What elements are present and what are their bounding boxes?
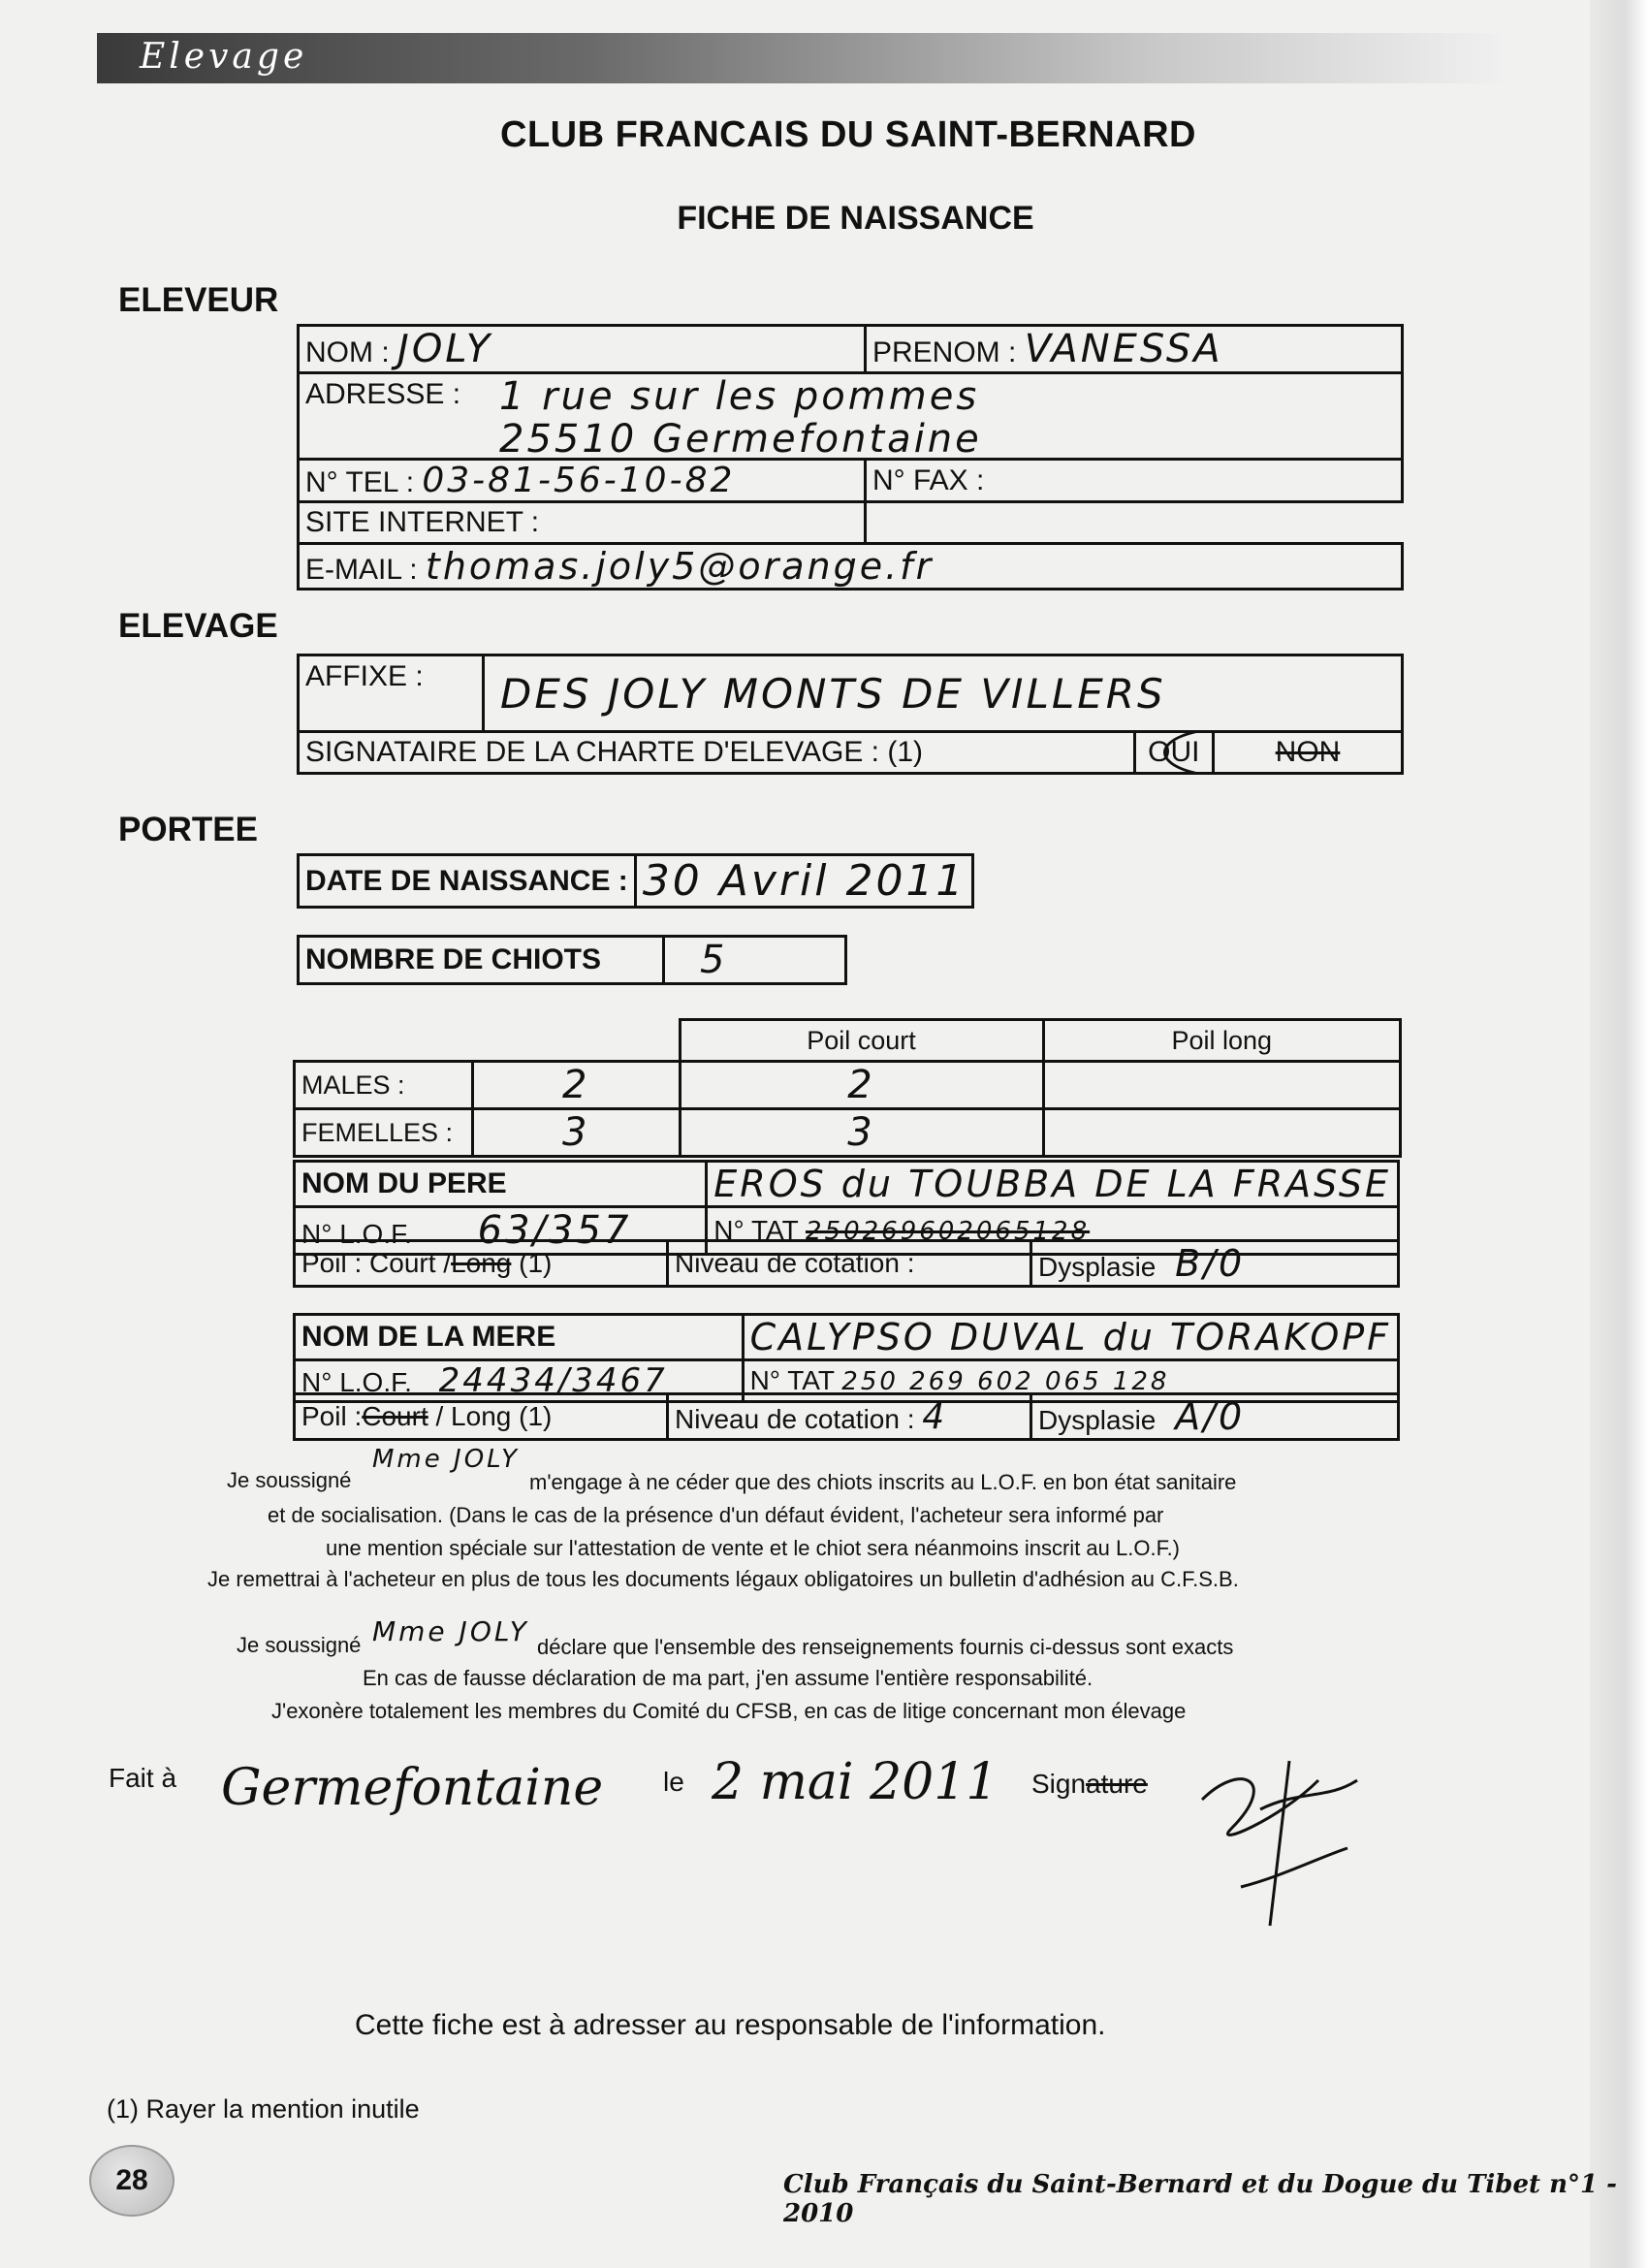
pere-cotation-cell[interactable]: Niveau de cotation : xyxy=(668,1241,1031,1287)
chiots-label-cell xyxy=(299,937,664,984)
engagement-line1: m'engage à ne céder que des chiots inscrits au L.O.F. en bon état sanitaire xyxy=(529,1470,1237,1494)
engagement-line3: une mention spéciale sur l'attestation de vente et le chiot sera néanmoins inscrit au L.O.F.) xyxy=(326,1536,1181,1560)
date-value: 30 Avril 2011 xyxy=(642,856,967,906)
mere-dysplasie-cell[interactable]: Dysplasie A/0 xyxy=(1031,1394,1399,1440)
affixe-value-cell[interactable] xyxy=(484,655,1403,732)
femelles-court: 3 xyxy=(847,1110,875,1155)
eleveur-table xyxy=(297,324,1404,591)
mere-table-row3 xyxy=(293,1392,1400,1441)
pere-lof-value: 63/357 xyxy=(477,1208,632,1253)
page-edge xyxy=(1590,0,1648,2268)
engagement-line2: et de socialisation. (Dans le cas de la présence d'un défaut évident, l'acheteur sera informé par xyxy=(268,1503,1164,1527)
site-label: SITE INTERNET : xyxy=(305,506,540,538)
mere-cotation-value: 4 xyxy=(922,1396,948,1437)
nom-label: NOM : xyxy=(305,336,390,368)
email-value: thomas.joly5@orange.fr xyxy=(425,545,935,588)
non-cell[interactable] xyxy=(1214,732,1403,774)
mere-poil-cell[interactable]: Poil :Court / Long (1) xyxy=(295,1394,668,1440)
section-elevage: ELEVAGE xyxy=(118,607,278,645)
mere-table xyxy=(293,1313,1400,1403)
mere-lof-value: 24434/3467 xyxy=(438,1361,668,1400)
fait-label: Fait à xyxy=(109,1763,177,1793)
date-label: DATE DE NAISSANCE : xyxy=(305,864,628,897)
declaration-line2: En cas de fausse déclaration de ma part, j'en assume l'entière responsabilité. xyxy=(363,1666,1093,1690)
prenom-label: PRENOM : xyxy=(872,336,1017,368)
section-eleveur: ELEVEUR xyxy=(118,281,279,319)
tel-label: N° TEL : xyxy=(305,466,415,498)
page-number: 28 xyxy=(89,2145,174,2217)
chiots-table xyxy=(297,935,847,985)
males-total: 2 xyxy=(562,1063,590,1107)
header-section-title: Elevage xyxy=(140,37,308,77)
soussigne-name-1: Mme JOLY xyxy=(372,1445,521,1474)
oui-option: OUI xyxy=(1148,736,1200,768)
col-poil-long: Poil long xyxy=(1043,1020,1401,1062)
pere-tat-cell[interactable]: N° TAT 250269602065128 xyxy=(707,1207,1399,1255)
date-label-cell xyxy=(299,855,636,908)
pere-tat-value: 250269602065128 xyxy=(805,1217,1091,1246)
chiots-value: 5 xyxy=(700,938,728,982)
pere-nom-label-cell: NOM DU PERE xyxy=(295,1162,707,1207)
chiots-label: NOMBRE DE CHIOTS xyxy=(305,943,602,975)
chiots-value-cell[interactable] xyxy=(664,937,846,984)
fax-cell[interactable] xyxy=(866,460,1403,502)
pere-dysplasie-value: B/0 xyxy=(1175,1242,1246,1285)
adresse-label: ADRESSE : xyxy=(305,378,461,410)
fax-label: N° FAX : xyxy=(872,463,985,496)
oui-cell[interactable] xyxy=(1134,732,1213,774)
adresse-line1: 1 rue sur les pommes xyxy=(499,374,980,419)
mere-nom-label-cell: NOM DE LA MERE xyxy=(295,1315,744,1360)
elevage-table xyxy=(297,654,1404,775)
journal-title: Club Français du Saint-Bernard et du Dogue du Tibet n°1 - 2010 xyxy=(783,2170,1617,2228)
mere-lof-cell[interactable]: N° L.O.F. 24434/3467 xyxy=(295,1360,744,1402)
signature-scribble-icon xyxy=(1173,1741,1367,1935)
section-portee: PORTEE xyxy=(118,811,258,848)
header-bar xyxy=(97,33,1503,83)
le-label: le xyxy=(663,1767,684,1797)
mere-tat-value: 250 269 602 065 128 xyxy=(841,1367,1170,1396)
site-cell[interactable] xyxy=(299,502,866,544)
prenom-value: VANESSA xyxy=(1024,327,1223,371)
date-value-cell[interactable] xyxy=(635,855,973,908)
pere-poil-cell[interactable]: Poil : Court /Long (1) xyxy=(295,1241,668,1287)
mere-cotation-cell[interactable]: Niveau de cotation : 4 xyxy=(668,1394,1031,1440)
affixe-label: AFFIXE : xyxy=(305,660,424,692)
males-label-cell: MALES : xyxy=(295,1062,473,1109)
pere-table-row3 xyxy=(293,1239,1400,1288)
footer-note: Cette fiche est à adresser au responsable de l'information. xyxy=(355,2009,1106,2041)
col-poil-court: Poil court xyxy=(680,1020,1043,1062)
tel-cell[interactable] xyxy=(299,460,866,502)
males-total-cell[interactable] xyxy=(473,1062,681,1109)
form-title: FICHE DE NAISSANCE xyxy=(677,200,1034,237)
date-table xyxy=(297,853,974,909)
je-soussigne-1: Je soussigné xyxy=(227,1468,352,1492)
mere-dysplasie-value: A/0 xyxy=(1175,1395,1246,1438)
soussigne-name-2: Mme JOLY xyxy=(372,1615,529,1647)
prenom-cell[interactable] xyxy=(866,326,1403,373)
declaration-line3: J'exonère totalement les membres du Comité du CFSB, en cas de litige concernant mon élevage xyxy=(271,1699,1187,1723)
adresse-cell[interactable] xyxy=(299,373,1403,460)
je-soussigne-2: Je soussigné xyxy=(237,1633,362,1657)
non-option: NON xyxy=(1275,736,1341,768)
charte-label: SIGNATAIRE DE LA CHARTE D'ELEVAGE : (1) xyxy=(305,736,924,768)
sexes-table xyxy=(293,1018,1402,1158)
fait-value: Germefontaine xyxy=(221,1759,604,1817)
engagement-line4: Je remettrai à l'acheteur en plus de tous les documents légaux obligatoires un bulletin d'adhésion au C.F.S.B. xyxy=(207,1567,1239,1591)
mere-tat-cell[interactable]: N° TAT 250 269 602 065 128 xyxy=(743,1360,1398,1402)
femelles-total-cell[interactable] xyxy=(473,1109,681,1157)
mere-nom-value: CALYPSO DUVAL du TORAKOPF xyxy=(749,1316,1391,1358)
rayer-note: (1) Rayer la mention inutile xyxy=(107,2094,420,2124)
adresse-line2: 25510 Germefontaine xyxy=(499,417,982,460)
signature-label: Signature xyxy=(1031,1769,1148,1799)
affixe-value: DES JOLY MONTS DE VILLERS xyxy=(500,669,1166,718)
males-long-cell[interactable] xyxy=(1043,1062,1401,1109)
femelles-label-cell: FEMELLES : xyxy=(295,1109,473,1157)
nom-value: JOLY xyxy=(397,327,493,371)
email-label: E-MAIL : xyxy=(305,554,418,586)
affixe-label-cell xyxy=(299,655,484,732)
mere-nom-value-cell[interactable] xyxy=(743,1315,1398,1360)
pere-lof-cell[interactable]: N° L.O.F. 63/357 xyxy=(295,1207,707,1255)
charte-cell xyxy=(299,732,1135,774)
femelles-total: 3 xyxy=(562,1110,590,1155)
pere-dysplasie-cell[interactable]: Dysplasie B/0 xyxy=(1031,1241,1399,1287)
declaration-line1: déclare que l'ensemble des renseignements fournis ci-dessus sont exacts xyxy=(537,1635,1234,1659)
email-cell[interactable] xyxy=(299,544,1403,590)
nom-cell[interactable] xyxy=(299,326,866,373)
le-value: 2 mai 2011 xyxy=(712,1753,998,1811)
club-title: CLUB FRANCAIS DU SAINT-BERNARD xyxy=(500,114,1196,155)
femelles-court-cell[interactable] xyxy=(680,1109,1043,1157)
tel-value: 03-81-56-10-82 xyxy=(422,461,736,500)
femelles-long-cell[interactable] xyxy=(1043,1109,1401,1157)
pere-nom-value: EROS du TOUBBA DE LA FRASSE xyxy=(713,1163,1391,1205)
males-court-cell[interactable] xyxy=(680,1062,1043,1109)
males-court: 2 xyxy=(847,1063,875,1107)
pere-nom-value-cell[interactable] xyxy=(707,1162,1399,1207)
